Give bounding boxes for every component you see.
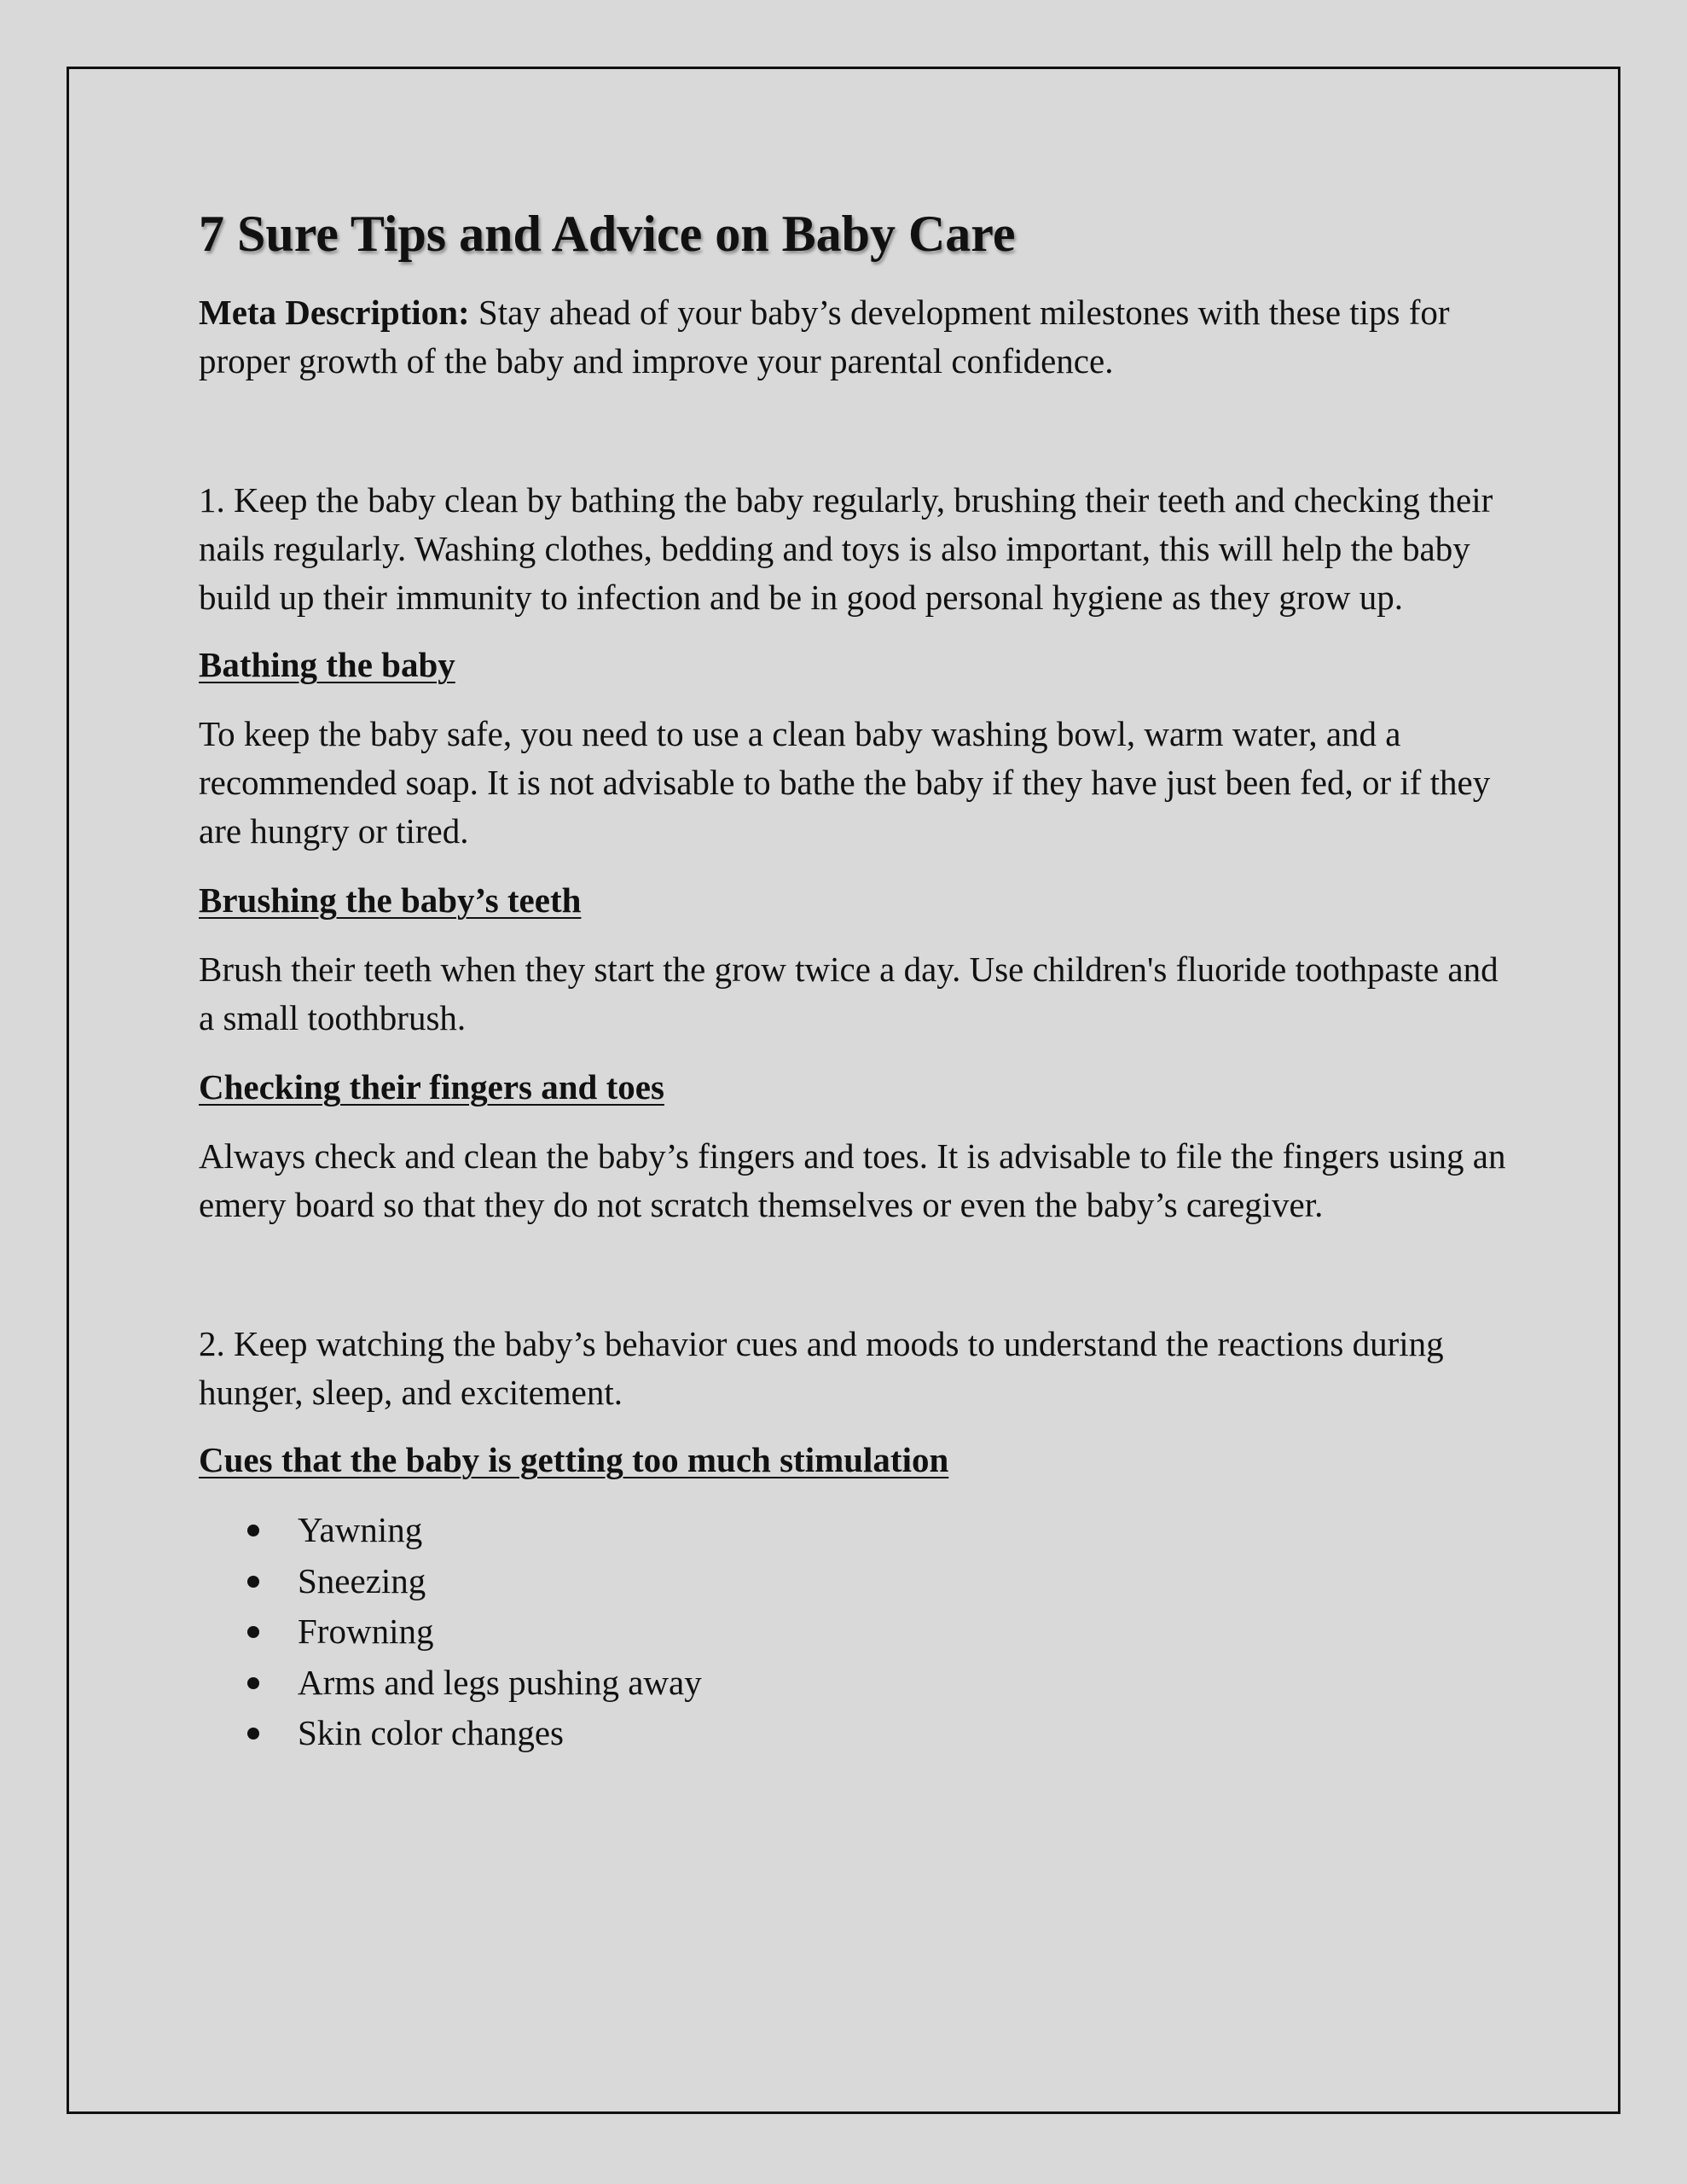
cues-list xyxy=(199,1505,1512,1759)
list-item-text: Arms and legs pushing away xyxy=(298,1662,702,1702)
tip-2-paragraph: 2. Keep watching the baby’s behavior cues and moods to understand the reactions during hunger, sleep, and excitement. xyxy=(199,1324,1444,1412)
section-body-fingers: Always check and clean the baby’s fingers and toes. It is advisable to file the fingers using an emery board so that they do not scratch themselves or even the baby’s caregiver. xyxy=(199,1136,1506,1224)
section-heading-bathing: Bathing the baby xyxy=(199,645,455,684)
section-body-teeth: Brush their teeth when they start the grow twice a day. Use children's fluoride toothpaste and a small toothbrush. xyxy=(199,950,1499,1037)
section-heading-cues: Cues that the baby is getting too much stimulation xyxy=(199,1440,949,1479)
list-item-text: Skin color changes xyxy=(298,1713,564,1752)
section-heading-teeth: Brushing the baby’s teeth xyxy=(199,880,582,920)
tip-1-paragraph: 1. Keep the baby clean by bathing the baby regularly, brushing their teeth and checking their nails regularly. Washing clothes, bedding and toys is also important, this will help the baby build up their immunity to infection and be in good personal hygiene as they grow up. xyxy=(199,480,1493,617)
bullet-icon xyxy=(247,1677,259,1689)
list-item-text: Sneezing xyxy=(298,1560,426,1600)
meta-description xyxy=(199,288,1512,386)
section-heading-fingers: Checking their fingers and toes xyxy=(199,1067,664,1107)
document-body xyxy=(199,198,1512,1759)
bullet-icon xyxy=(247,1576,259,1588)
list-item xyxy=(199,1505,1512,1556)
list-item-text: Frowning xyxy=(298,1612,434,1651)
document-title: 7 Sure Tips and Advice on Baby Care xyxy=(199,206,1016,262)
bullet-icon xyxy=(247,1728,259,1740)
list-item xyxy=(199,1606,1512,1658)
list-item xyxy=(199,1658,1512,1709)
bullet-icon xyxy=(247,1525,259,1536)
list-item xyxy=(199,1708,1512,1759)
meta-description-text: Stay ahead of your baby’s development milestones with these tips for proper growth of the baby and improve your parental confidence. xyxy=(199,293,1450,380)
section-body-bathing: To keep the baby safe, you need to use a clean baby washing bowl, warm water, and a recommended soap. It is not advisable to bathe the baby if they have just been fed, or if they are hungry or tired. xyxy=(199,714,1491,851)
list-item-text: Yawning xyxy=(298,1510,423,1549)
meta-description-label: Meta Description: xyxy=(199,293,470,332)
bullet-icon xyxy=(247,1626,259,1638)
list-item xyxy=(199,1556,1512,1607)
